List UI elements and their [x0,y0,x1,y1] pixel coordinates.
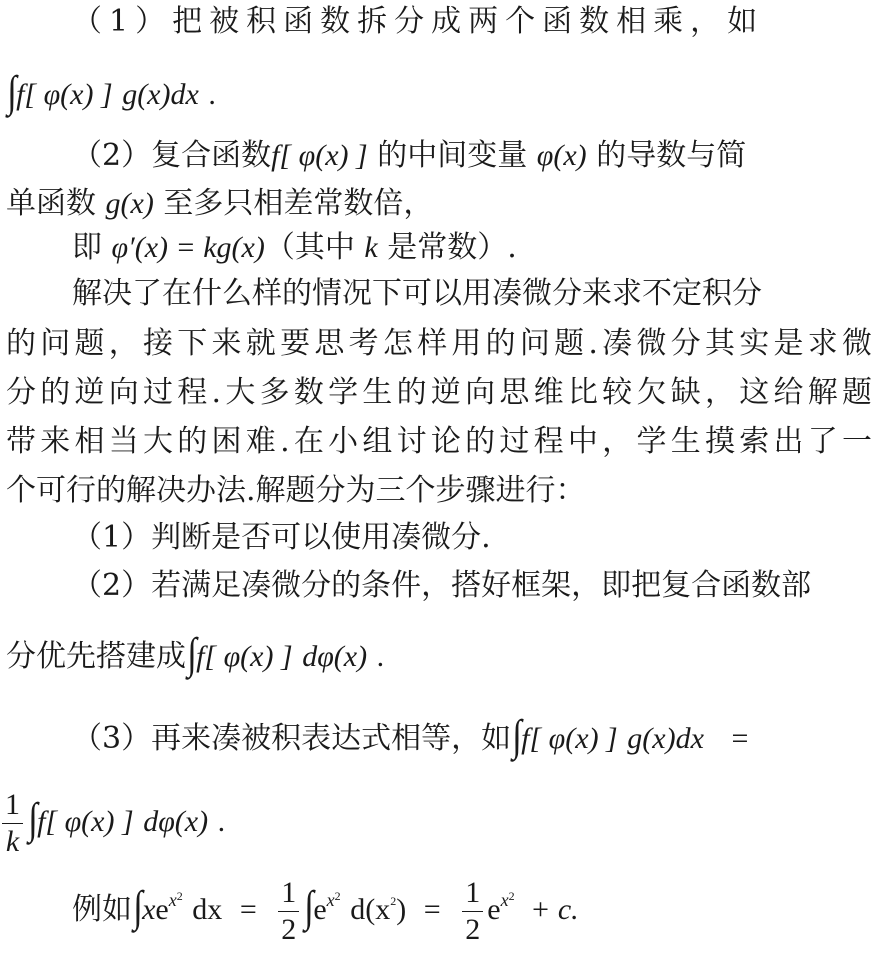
item-1-text: （1）把被积函数拆分成两个函数相乘，如 [72,4,765,39]
step-2-text-b: 分优先搭建成 [6,639,186,674]
math-d-x2: d(x [350,893,391,926]
para-text-5: 个可行的解决办法.解题分为三个步骤进行： [6,473,586,508]
para-text-2: 的问题，接下来就要思考怎样用的问题.凑微分其实是求微 [6,326,872,361]
integral-sign-6: ∫ [304,882,315,931]
exp-two-2: 2 [334,889,341,903]
step-3-text: （3）再来凑被积表达式相等，如 [72,721,512,756]
line-5 [72,228,878,268]
math-phi: φ(x) [536,139,587,172]
line-8 [6,373,872,413]
line-4 [6,184,878,224]
line-5-text-a: 即 [72,230,102,265]
line-16 [72,868,878,952]
fraction-numerator-3: 1 [462,875,483,912]
line-13-period: . [376,640,385,673]
line-2-period: . [208,78,216,111]
math-close-paren: ) [396,893,407,926]
math-g-dx-2: g(x)dx [627,722,704,755]
math-f-phi: f[ φ(x) ] [16,78,113,111]
integral-sign-3: ∫ [512,711,522,760]
fraction-one-over-k [2,787,23,860]
line-6 [72,274,878,314]
math-dx: dx [192,893,223,926]
step-2-text: （2）若满足凑微分的条件，搭好框架，即把复合函数部 [72,568,812,603]
math-f-phi-2: f[ φ(x) ] [271,139,368,172]
line-4-text-a: 单函数 [6,186,96,221]
line-14 [72,711,878,760]
line-7 [6,324,872,364]
math-e-2: e [313,893,327,926]
math-k: k [364,231,378,264]
item-2-text-b: 的中间变量 [377,138,528,173]
integral-sign: ∫ [7,67,17,116]
example-label: 例如 [72,892,132,927]
fraction-denominator-3: 2 [465,912,481,946]
exp-x-2: x [326,890,335,910]
exp-two-4: 2 [508,889,515,903]
exp-two-1: 2 [176,889,183,903]
integral-sign-4: ∫ [28,794,38,843]
item-2-text-c: 的导数与简 [596,138,747,173]
line-9 [6,422,872,462]
exp-two-3: 2 [390,894,397,908]
math-plus-c: + c. [530,893,579,926]
para-text-4: 带来相当大的困难.在小组讨论的过程中，学生摸索出了一 [6,424,872,459]
math-e-3: e [487,893,501,926]
line-10 [6,471,878,511]
math-x: x [142,893,156,926]
math-equals: = [731,722,749,755]
line-15-period: . [217,805,226,838]
math-dphi: dφ(x) [302,640,368,673]
fraction-one-half-2 [462,875,483,948]
math-g-dx: g(x)dx [122,78,199,111]
fraction-numerator: 1 [2,787,23,824]
line-5-text-b: （其中 [264,230,355,265]
integral-sign-2: ∫ [187,629,197,678]
math-gx: g(x) [105,187,154,220]
item-2-text-a: （2）复合函数 [72,138,272,173]
math-equals-2: = [239,893,257,926]
line-12 [72,566,878,606]
para-text-1: 解决了在什么样的情况下可以用凑微分来求不定积分 [72,276,762,311]
math-f-phi-3: f[ φ(x) ] [196,640,293,673]
math-f-phi-4: f[ φ(x) ] [521,722,618,755]
math-equals-3: = [423,893,441,926]
line-1 [72,2,878,42]
exp-x-3: x [500,890,509,910]
fraction-numerator-2: 1 [278,875,299,912]
line-2 [6,67,878,116]
para-text-3: 分的逆向过程.大多数学生的逆向思维比较欠缺，这给解题 [6,375,872,410]
fraction-denominator-2: 2 [281,912,297,946]
math-dphi-2: dφ(x) [143,805,209,838]
line-3 [72,136,878,176]
line-15 [2,782,878,862]
line-5-text-c: 是常数）. [387,230,517,265]
line-11 [72,518,878,558]
line-4-text-b: 至多只相差常数倍， [163,186,434,221]
exp-x-1: x [168,890,177,910]
fraction-one-half-1 [278,875,299,948]
line-13 [6,629,878,678]
step-1-text: （1）判断是否可以使用凑微分. [72,520,491,555]
integral-sign-5: ∫ [133,882,143,931]
math-f-phi-5: f[ φ(x) ] [37,805,134,838]
math-e-1: e [155,893,169,926]
fraction-denominator: k [5,824,20,858]
math-phiprime-eq: φ′(x) = kg(x) [111,231,265,264]
